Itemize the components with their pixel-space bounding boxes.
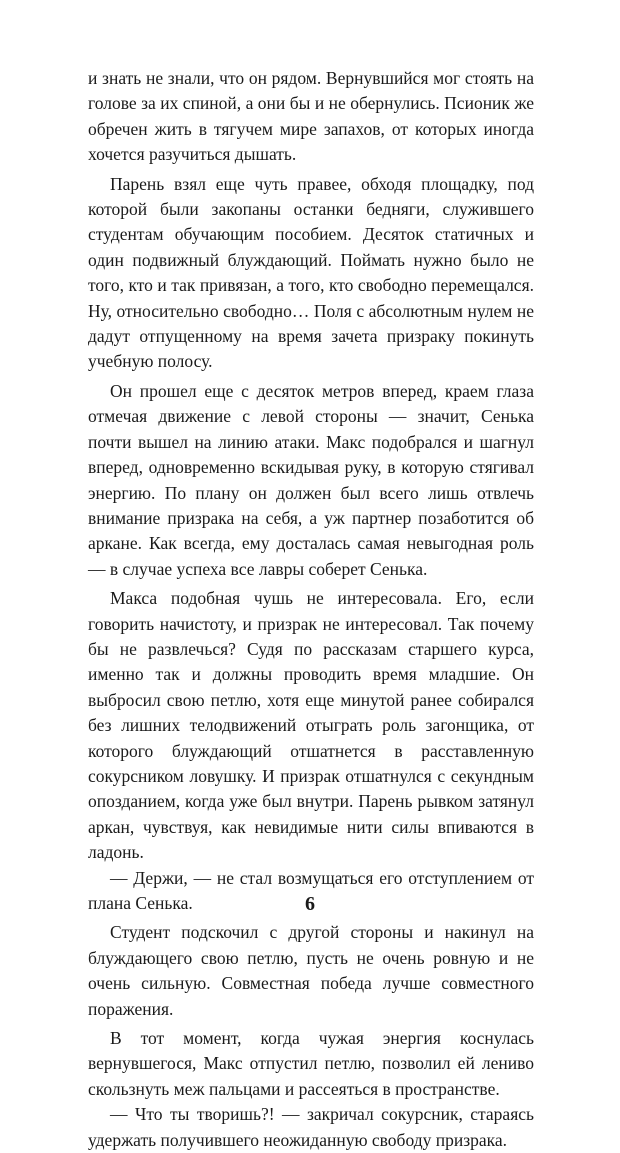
page-number: 6 — [305, 893, 315, 915]
paragraph: — Что ты творишь?! — закричал сокурсник, стараясь удержать получившего неожиданную свободу призрака. — [88, 1104, 534, 1150]
paragraph: Он прошел еще с десяток метров вперед, краем глаза отмечая движение с левой стороны — значит, Сенька почти вышел на линию атаки. Макс подобрался и шагнул вперед, одновременно вскидывая руку, в которую стягивал энергию. По плану он должен был всего лишь отвлечь внимание призрака на себя, а уж партнер позаботится об аркане. Как всегда, ему досталась самая невыгодная роль — в случае успеха все лавры соберет Сенька. — [88, 380, 534, 579]
paragraph: Студент подскочил с другой стороны и накинул на блуждающего свою петлю, пусть не очень ровную и не очень сильную. Совместная победа лучше совместного поражения. — [88, 922, 534, 1019]
paragraph: Макса подобная чушь не интересовала. Его, если говорить начистоту, и призрак не интересовал. Так почему бы не развлечься? Судя по рассказам старшего курса, именно так и должны проводить время младшие. Он выбросил свою петлю, хотя еще минутой ранее собирался без лишних телодвижений отыграть роль загонщика, от которого блуждающий отшатнется в расставленную сокурсником ловушку. И призрак отшатнулся с секундным опозданием, когда уже был внутри. Парень рывком затянул аркан, чувствуя, как невидимые нити силы впиваются в ладонь. — [88, 588, 534, 863]
paragraph: Парень взял еще чуть правее, обходя площадку, под которой были закопаны останки бедняги, служившего студентам обучающим пособием. Десяток статичных и один подвижный блуждающий. Поймать нужно было не того, кто и так привязан, а того, кто свободно перемещался. Ну, относительно свободно… Поля с абсолютным нулем не дадут отпущенному на время зачета призраку покинуть учебную полосу. — [88, 173, 534, 372]
paragraph: и знать не знали, что он рядом. Вернувшийся мог стоять на голове за их спиной, а они бы и не обернулись. Псионик же обречен жить в тягучем мире запахов, от которых иногда хочется разучиться дышать. — [88, 68, 534, 165]
paragraph: В тот момент, когда чужая энергия коснулась вернувшегося, Макс отпустил петлю, позволил ей лениво скользнуть меж пальцами и рассеяться в пространстве. — [88, 1028, 534, 1099]
paragraph: — Держи, — не стал возмущаться его отступлением от плана Сенька. — [88, 867, 534, 913]
page-body — [88, 66, 534, 1153]
